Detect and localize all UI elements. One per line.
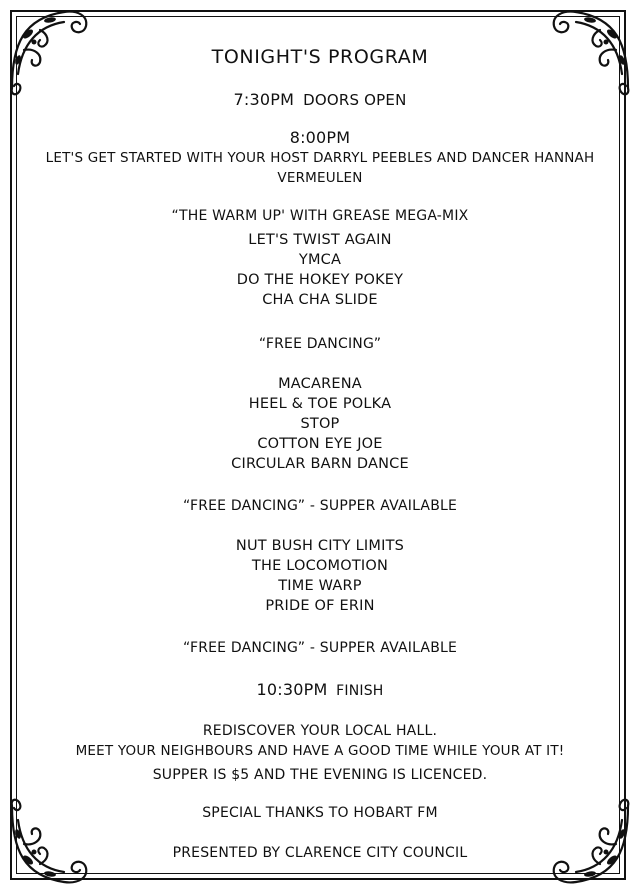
presented-by: PRESENTED BY CLARENCE CITY COUNCIL: [172, 845, 468, 861]
program-content: [30, 44, 610, 863]
song-item: HEEL & TOE POLKA: [248, 396, 392, 412]
song-list-2: [30, 374, 610, 474]
song-item: COTTON EYE JOE: [257, 436, 383, 452]
doors-open-line: [30, 90, 610, 110]
song-item: CIRCULAR BARN DANCE: [231, 456, 409, 472]
song-item: DO THE HOKEY POKEY: [236, 272, 404, 288]
page-title: TONIGHT'S PROGRAM: [211, 46, 429, 68]
closing-block: [30, 721, 610, 785]
warm-up-song-list: [30, 230, 610, 310]
warm-up-heading: “THE WARM UP' WITH GREASE MEGA-MIX: [171, 208, 469, 224]
start-time: 8:00PM: [289, 128, 351, 147]
song-item: MACARENA: [278, 376, 362, 392]
finish-label: FINISH: [336, 683, 384, 699]
song-item: TIME WARP: [278, 578, 362, 594]
song-item: NUT BUSH CITY LIMITS: [235, 538, 405, 554]
start-host-line: LET'S GET STARTED WITH YOUR HOST DARRYL PEEBLES AND DANCER HANNAH VERMEULEN: [45, 150, 595, 186]
special-thanks: SPECIAL THANKS TO HOBART FM: [202, 805, 438, 821]
closing-line-3: SUPPER IS $5 AND THE EVENING IS LICENCED.: [152, 767, 488, 783]
doors-label: DOORS OPEN: [303, 91, 407, 109]
finish-time: 10:30PM: [256, 680, 328, 699]
song-item: PRIDE OF ERIN: [265, 598, 375, 614]
finish-line: [30, 680, 610, 701]
start-block: [30, 128, 610, 188]
free-dancing-3: “FREE DANCING” - SUPPER AVAILABLE: [182, 640, 458, 656]
song-item: STOP: [300, 416, 340, 432]
free-dancing-1: “FREE DANCING”: [258, 336, 382, 352]
free-dancing-2: “FREE DANCING” - SUPPER AVAILABLE: [182, 498, 458, 514]
song-item: CHA CHA SLIDE: [262, 292, 378, 308]
closing-line-2: MEET YOUR NEIGHBOURS AND HAVE A GOOD TIME WHILE YOUR AT IT!: [75, 743, 565, 759]
song-set-2: [30, 374, 610, 474]
closing-line-1: REDISCOVER YOUR LOCAL HALL.: [202, 723, 438, 739]
song-item: THE LOCOMOTION: [251, 558, 389, 574]
song-item: YMCA: [298, 252, 342, 268]
song-list-3: [30, 536, 610, 616]
song-item: LET'S TWIST AGAIN: [248, 232, 392, 248]
doors-time: 7:30PM: [233, 90, 295, 109]
song-set-3: [30, 536, 610, 616]
warm-up-section: [30, 206, 610, 310]
